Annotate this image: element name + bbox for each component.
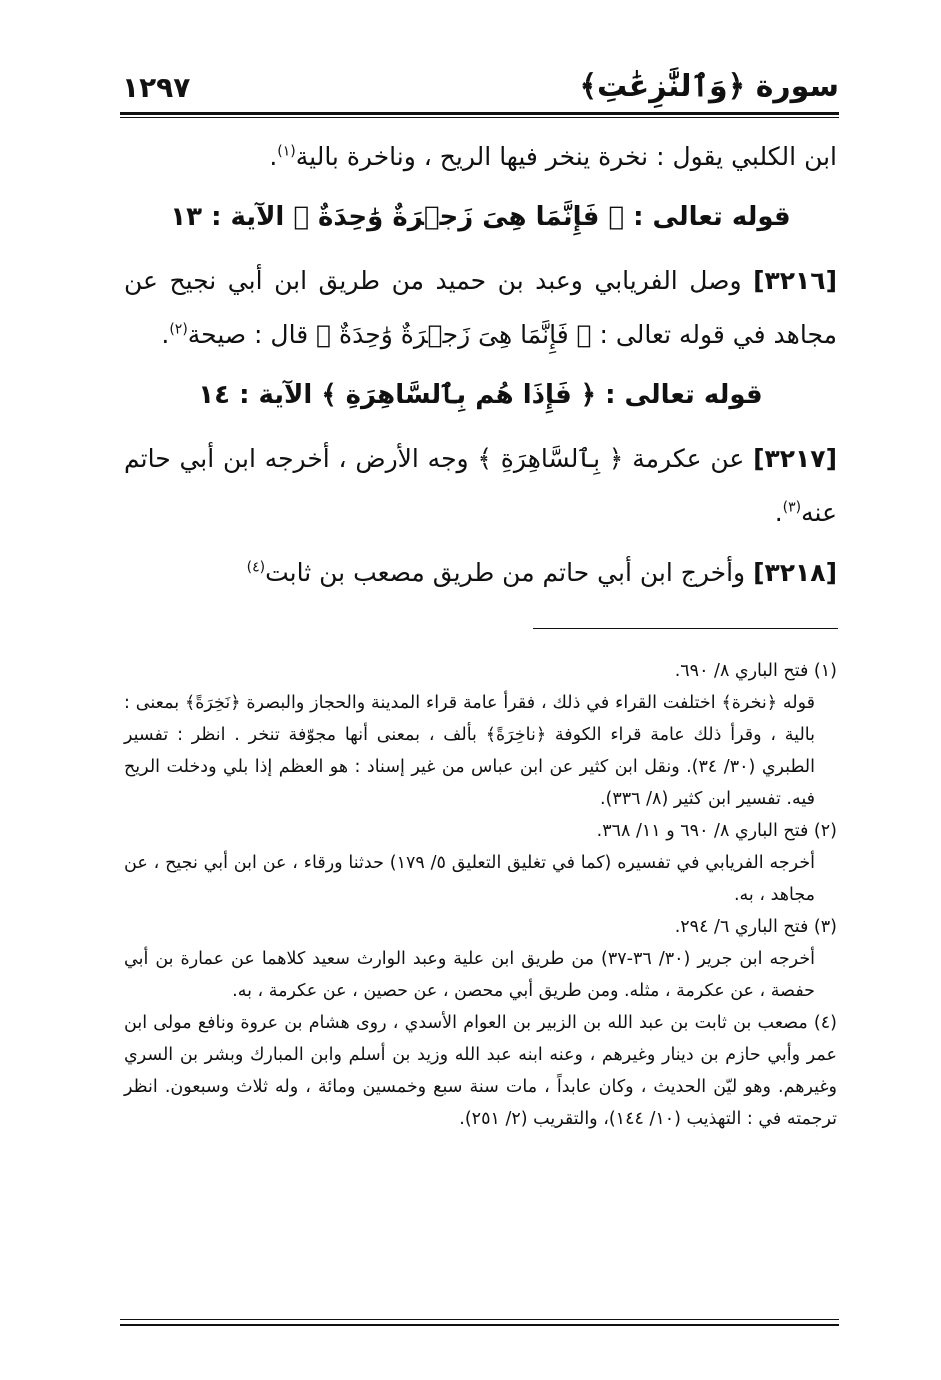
footer-rule-thin — [120, 1319, 839, 1320]
hadith-number-3216: [٣٢١٦] — [753, 266, 837, 295]
main-text — [124, 130, 837, 606]
hadith-text-3216: وصل الفريابي وعبد بن حميد من طريق ابن أبي نجيح عن مجاهد في قوله تعالى : ﴿ فَإِنَّمَا هِىَ زَجۡرَةٌ وَٰحِدَةٌ ﴾ قال : صيحة — [124, 266, 837, 349]
footnote-ref-4: (٤) — [246, 559, 266, 576]
verse-heading-14: قوله تعالى : ﴿ فَإِذَا هُم بِٱلسَّاهِرَةِ ﴾ الآية : ١٤ — [198, 380, 763, 410]
hadith-number-3218: [٣٢١٨] — [753, 558, 837, 587]
intro-text: ابن الكلبي يقول : نخرة ينخر فيها الريح ، وناخرة بالية — [295, 142, 837, 171]
footnote-1-body: قوله ﴿نخرة﴾ اختلفت القراء في ذلك ، فقرأ عامة قراء المدينة والحجاز والبصرة ﴿نَخِرَةً﴾ بمعنى : بالية ، وقرأ ذلك عامة قراء الكوفة ﴿ناخِرَةً﴾ بألف ، بمعنى أنها مجوّفة تنخر . انظر : تفسير الطبري (٣٠/ ٣٤). ونقل ابن كثير عن ابن عباس من غير إسناد : هو العظم إذا بلي ودخلت الريح فيه. تفسير ابن كثير (٨/ ٣٣٦). — [124, 693, 815, 809]
page-header — [122, 64, 839, 104]
hadith-text-3218: وأخرج ابن أبي حاتم من طريق مصعب بن ثابت — [265, 558, 746, 587]
header-rule-thin — [120, 117, 839, 118]
footnote-ref-2: (٢) — [169, 321, 188, 338]
footnote-1-head: (١) فتح الباري ٨/ ٦٩٠. — [674, 661, 837, 681]
footnote-ref-3: (٣) — [782, 499, 802, 516]
surah-title: سورة ﴿وَٱلنَّٰزِعَٰتِ﴾ — [579, 69, 839, 104]
hadith-text-3217: عن عكرمة ﴿ بِٱلسَّاهِرَةِ ﴾ وجه الأرض ، أخرجه ابن أبي حاتم عنه — [124, 444, 837, 527]
footnote-2-head: (٢) فتح الباري ٨/ ٦٩٠ و ١١/ ٣٦٨. — [596, 821, 837, 841]
header-rule-thick — [120, 112, 839, 115]
hadith-3217: [٣٢١٧] عن عكرمة ﴿ بِٱلسَّاهِرَةِ ﴾ وجه الأرض ، أخرجه ابن أبي حاتم عنه$^{(٣)}$. — [124, 444, 837, 527]
footer-rule-thick — [120, 1324, 839, 1326]
hadith-number-3217: [٣٢١٧] — [753, 444, 837, 473]
verse-heading-13: قوله تعالى : ﴿ فَإِنَّمَا هِىَ زَجۡرَةٌ وَٰحِدَةٌ ﴾ الآية : ١٣ — [170, 202, 791, 232]
footnote-separator — [533, 628, 838, 629]
footnote-2-body: أخرجه الفريابي في تفسيره (كما في تغليق التعليق ٥/ ١٧٩) حدثنا ورقاء ، عن ابن أبي نجيح ، عن مجاهد ، به. — [124, 853, 815, 905]
hadith-3216: [٣٢١٦] وصل الفريابي وعبد بن حميد من طريق ابن أبي نجيح عن مجاهد في قوله تعالى : ﴿ فَإِنَّمَا هِىَ زَجۡرَةٌ وَٰحِدَةٌ ﴾ قال : صيحة$^{(٢)}$. — [124, 266, 837, 349]
page-number: ١٢٩٧ — [122, 71, 191, 104]
intro-paragraph: ابن الكلبي يقول : نخرة ينخر فيها الريح ، وناخرة بالية$^{(١)}$. — [269, 142, 837, 171]
hadith-3218 — [124, 546, 837, 600]
footnote-3-head: (٣) فتح الباري ٦/ ٢٩٤. — [674, 917, 837, 937]
footnotes — [124, 655, 837, 1135]
footnote-ref-1: (١) — [277, 143, 296, 160]
footnote-4: (٤) مصعب بن ثابت بن عبد الله بن الزبير بن العوام الأسدي ، روى هشام بن عروة ونافع مولى ابن عمر وأبي حازم بن دينار وغيرهم ، وعنه ابنه عبد الله وزيد بن أسلم وابن المبارك وبشر بن السري وغيرهم. وهو ليّن الحديث ، وكان عابداً ، مات سنة سبع وخمسين ومائة ، وله ثلاث وسبعون. انظر ترجمته في : التهذيب (١٠/ ١٤٤)، والتقريب (٢/ ٢٥١). — [124, 1013, 837, 1129]
footnote-3-body: أخرجه ابن جرير (٣٠/ ٣٦-٣٧) من طريق ابن علية وعبد الوارث سعيد كلاهما عن عمارة بن أبي حفصة ، عن عكرمة ، مثله. ومن طريق أبي محصن ، عن حصين ، عن عكرمة ، به. — [124, 949, 816, 1001]
